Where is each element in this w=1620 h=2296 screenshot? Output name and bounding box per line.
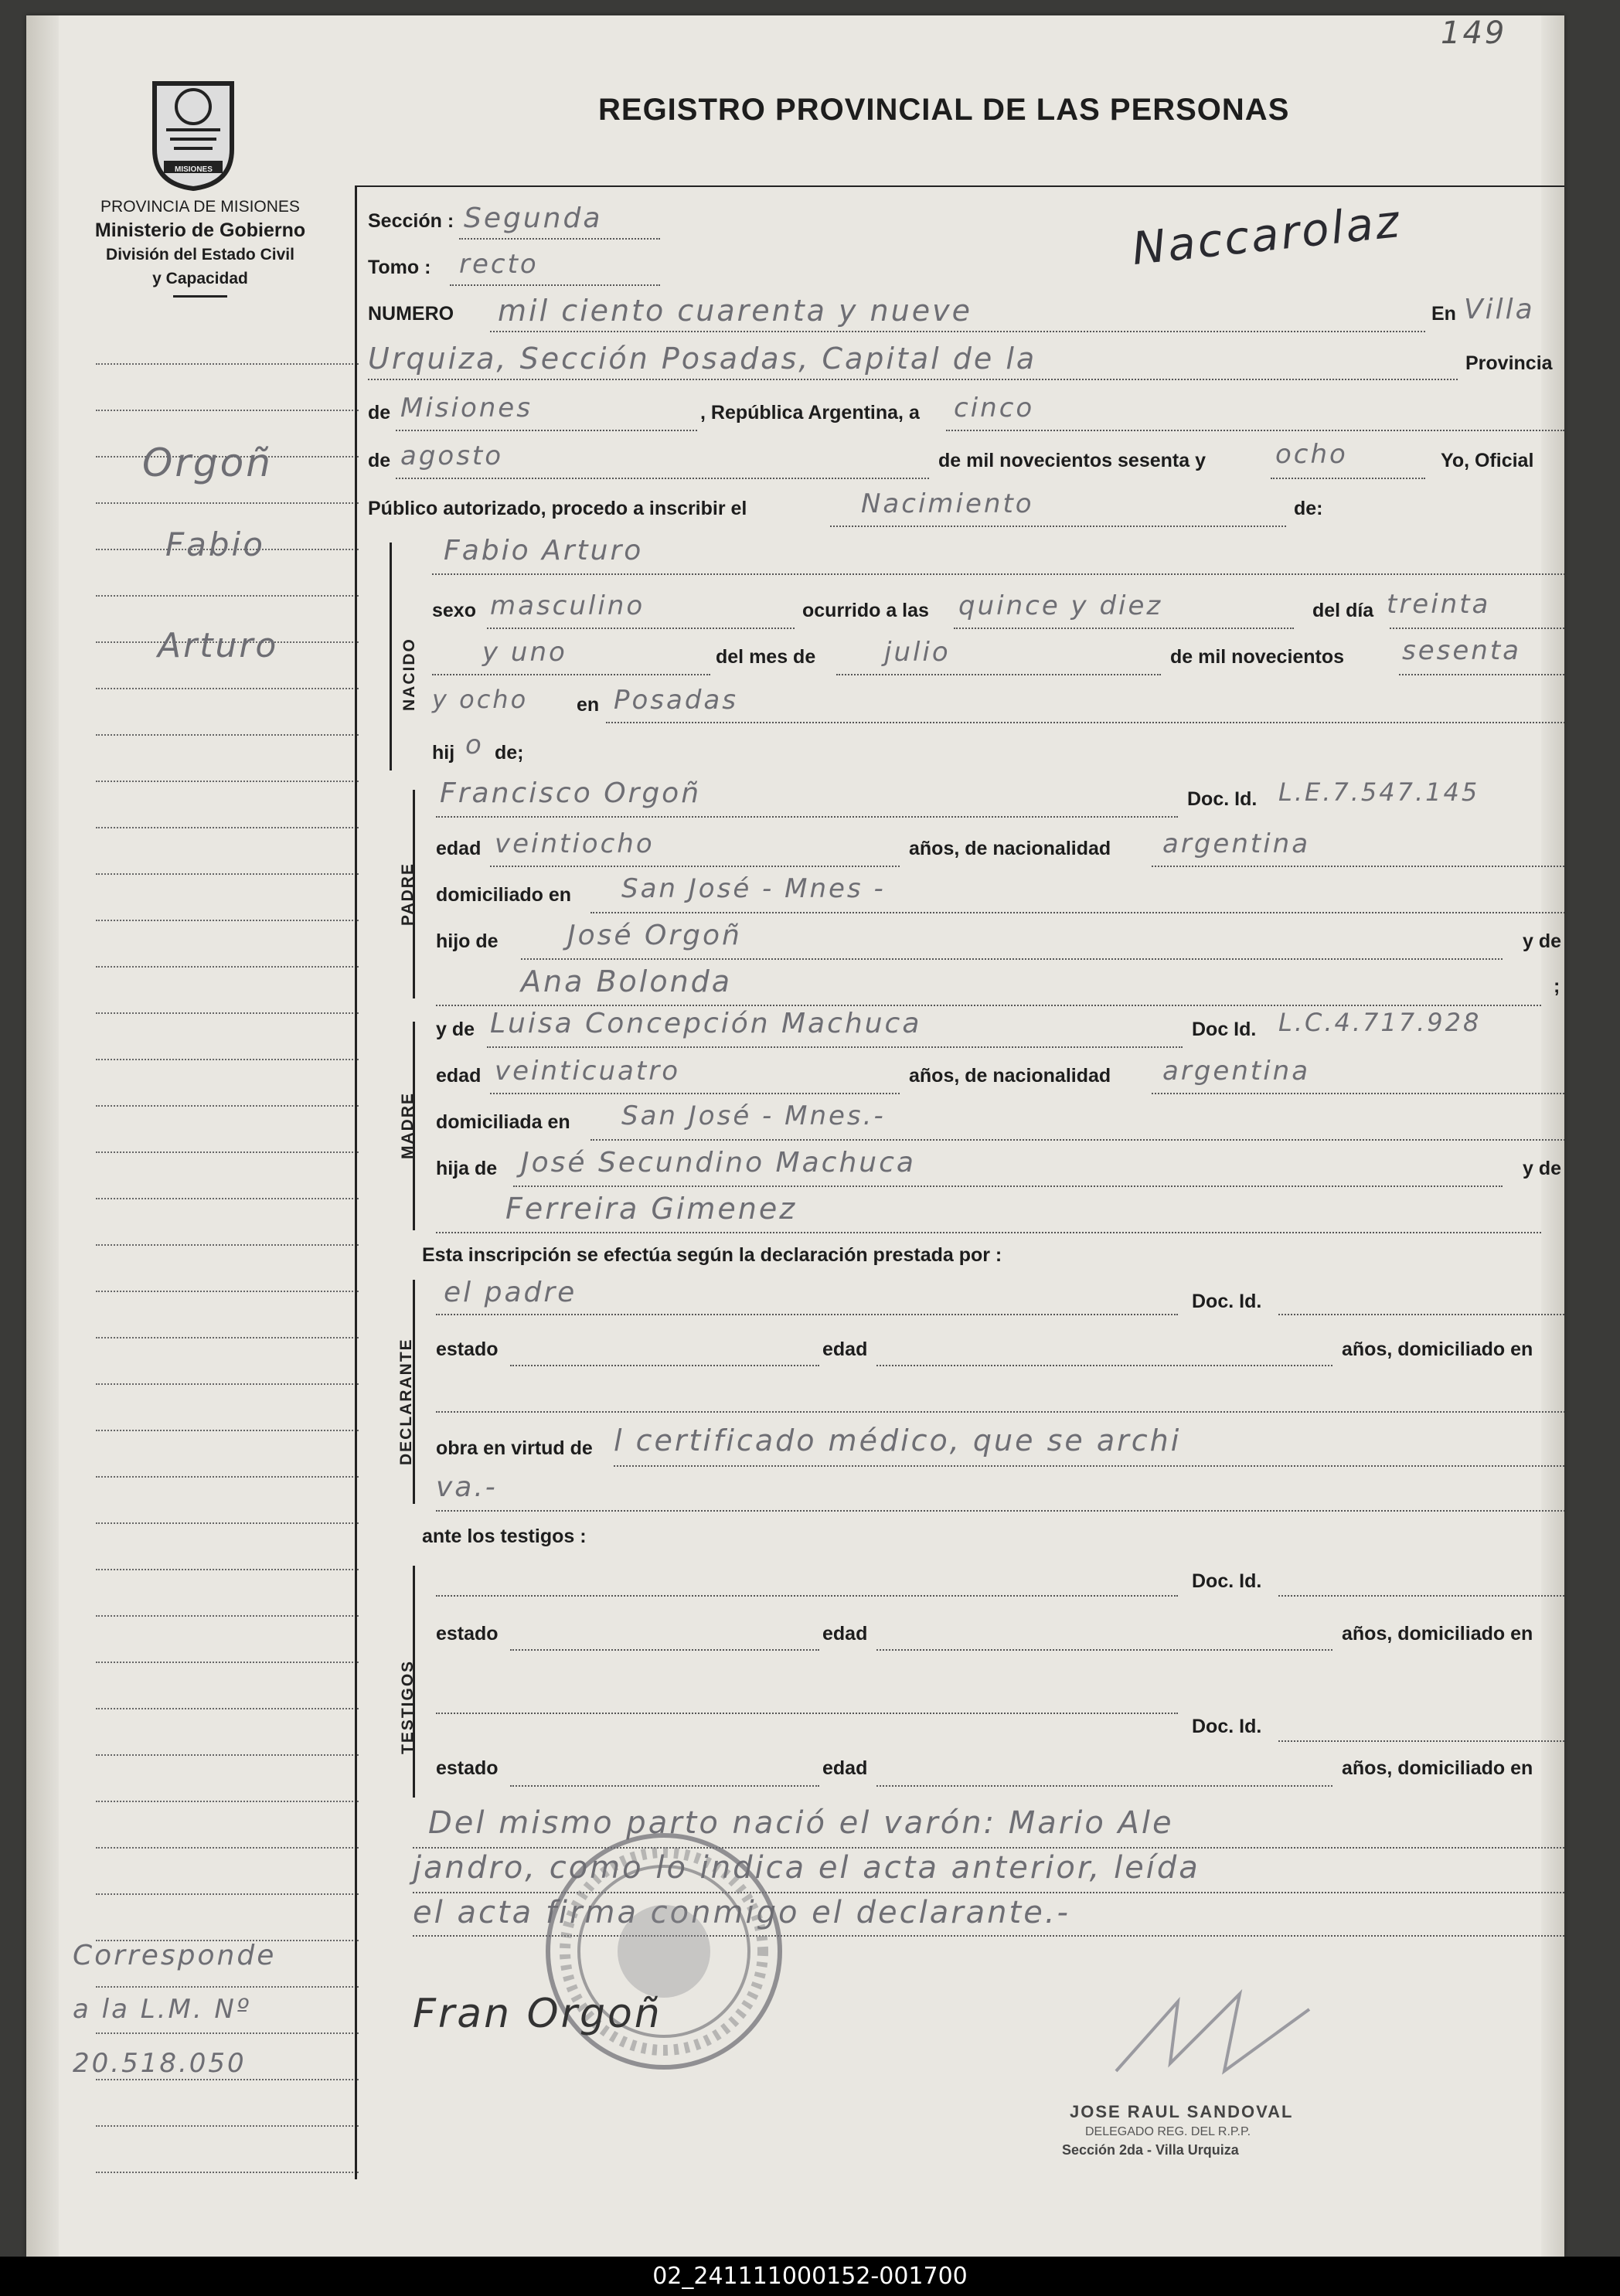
- value-provincia: Misiones: [400, 393, 533, 423]
- label-declarante-doc: Doc. Id.: [1192, 1291, 1262, 1312]
- value-declarante: el padre: [444, 1277, 577, 1308]
- label-de-mil-novecientos: de mil novecientos: [1170, 646, 1345, 668]
- rule-numero: [490, 331, 1425, 332]
- margin-name-1: Fabio: [165, 526, 265, 563]
- rule-hora: [954, 628, 1294, 629]
- margin-rule: [96, 1244, 359, 1246]
- rule-testigo-1-doc: [1278, 1595, 1564, 1597]
- label-de-semicolon: de;: [495, 742, 524, 764]
- rule-madre-edad: [490, 1093, 900, 1094]
- label-yo-oficial: Yo, Oficial: [1441, 450, 1534, 471]
- margin-rule: [96, 1615, 359, 1617]
- label-ocurrido: ocurrido a las: [802, 600, 929, 621]
- margin-rule: [96, 1012, 359, 1014]
- main-border: [355, 185, 357, 2179]
- seal-label: MISIONES: [175, 165, 213, 174]
- margin-rule: [96, 2172, 359, 2173]
- margin-rule: [96, 410, 359, 411]
- label-inscripcion: Esta inscripción se efectúa según la declaración prestada por :: [422, 1244, 1002, 1266]
- rule-provincia: [396, 430, 697, 431]
- label-ante-testigos: ante los testigos :: [422, 1526, 587, 1547]
- page-edge: [1541, 15, 1564, 2257]
- rule-dia-nac: [1390, 628, 1564, 629]
- label-obra-en-virtud: obra en virtud de: [436, 1437, 593, 1459]
- margin-rule: [96, 1708, 359, 1709]
- margin-rule: [96, 688, 359, 689]
- label-madre-doc: Doc Id.: [1192, 1019, 1257, 1040]
- value-anio-nac-2: y ocho: [432, 685, 529, 714]
- rule-obra: [614, 1465, 1564, 1467]
- label-declarante-estado: estado: [436, 1338, 499, 1360]
- rule-declarante-doc: [1278, 1314, 1564, 1315]
- value-madre-domicilio: San José - Mnes.-: [621, 1100, 886, 1131]
- margin-rule: [96, 1383, 359, 1385]
- rule-testigo-1-estado: [510, 1649, 819, 1651]
- section-testigos: TESTIGOS: [399, 1659, 417, 1754]
- value-padre-hijo-de-2: Ana Bolonda: [521, 964, 733, 998]
- rule-place: [368, 379, 1458, 380]
- rule-dia-nac-2: [432, 674, 710, 675]
- label-de-provincia: de: [368, 402, 391, 423]
- document-page: [26, 15, 1564, 2257]
- margin-correspondence-3: 20.518.050: [73, 2048, 247, 2079]
- rule-anio-nac: [1399, 674, 1564, 675]
- value-mes: agosto: [400, 440, 504, 471]
- rule-obra-2: [436, 1510, 1564, 1512]
- margin-rule: [96, 827, 359, 828]
- label-padre-hijo-de: hijo de: [436, 930, 499, 952]
- margin-name-2: Arturo: [158, 626, 279, 665]
- rule-mes: [396, 478, 929, 479]
- bracket-nacido: [390, 543, 392, 770]
- rule-padre-domicilio: [590, 912, 1564, 913]
- margin-rule: [96, 1569, 359, 1570]
- label-del-dia: del día: [1312, 600, 1374, 621]
- rule-mes-nac: [836, 674, 1161, 675]
- rule-madre-hija-de: [513, 1185, 1503, 1187]
- label-publico-autorizado: Público autorizado, procedo a inscribir el: [368, 498, 747, 519]
- margin-rule: [96, 734, 359, 736]
- label-de-colon: de:: [1294, 498, 1323, 519]
- margin-rule: [96, 363, 359, 365]
- section-nacido: NACIDO: [400, 638, 418, 711]
- section-padre: PADRE: [399, 862, 417, 926]
- page-number: 149: [1441, 15, 1507, 51]
- rule-madre-nacionalidad: [1152, 1093, 1564, 1094]
- value-dia: cinco: [954, 393, 1035, 423]
- rule-sexo: [487, 628, 795, 629]
- margin-rule: [96, 781, 359, 782]
- declarant-signature: Fran Orgoñ: [413, 1991, 662, 2037]
- label-testigo-2-doc: Doc. Id.: [1192, 1716, 1262, 1737]
- value-padre-domicilio: San José - Mnes -: [621, 873, 886, 904]
- label-madre-nacionalidad: años, de nacionalidad: [909, 1065, 1111, 1087]
- margin-rule: [96, 1847, 359, 1849]
- rule-testigo-2: [436, 1713, 1178, 1714]
- margin-rule: [96, 1151, 359, 1153]
- margin-correspondence-1: Corresponde: [73, 1940, 277, 1971]
- label-testigo-1-edad: edad: [822, 1623, 868, 1645]
- value-dia-nac-2: y uno: [482, 637, 567, 668]
- value-madre-nacionalidad: argentina: [1162, 1056, 1311, 1087]
- value-madre-edad: veinticuatro: [495, 1056, 680, 1087]
- label-sexo: sexo: [432, 600, 476, 621]
- section-madre: MADRE: [399, 1092, 417, 1159]
- margin-rule: [96, 2079, 359, 2080]
- margin-rule: [96, 1291, 359, 1292]
- margin-rule: [96, 1430, 359, 1431]
- label-padre-y-de: y de: [1523, 930, 1562, 952]
- issuer-underline: [173, 295, 227, 298]
- margin-surname: Orgoñ: [142, 440, 273, 485]
- margin-rule: [96, 2125, 359, 2127]
- label-madre-y-de: y de: [436, 1019, 475, 1040]
- value-acto: Nacimiento: [861, 488, 1034, 519]
- label-padre-edad: edad: [436, 838, 482, 859]
- rule-padre-hijo-de: [521, 958, 1503, 960]
- value-madre-hija-de-1: José Secundino Machuca: [521, 1147, 916, 1179]
- value-obra-2: va.-: [436, 1471, 498, 1503]
- rule-nombre: [432, 573, 1564, 575]
- value-madre-hija-de-2: Ferreira Gimenez: [505, 1192, 798, 1226]
- issuer-line-1: PROVINCIA DE MISIONES: [100, 198, 300, 216]
- label-tomo: Tomo :: [368, 257, 431, 278]
- document-title: REGISTRO PROVINCIAL DE LAS PERSONAS: [598, 93, 1290, 127]
- label-padre-nacionalidad: años, de nacionalidad: [909, 838, 1111, 859]
- rule-testigo-2-estado: [510, 1785, 819, 1787]
- label-en: En: [1431, 303, 1456, 325]
- margin-rule: [96, 1059, 359, 1060]
- label-testigo-2-edad: edad: [822, 1757, 868, 1779]
- label-madre-y-de-2: y de: [1523, 1158, 1562, 1179]
- value-seccion: Segunda: [464, 202, 603, 234]
- rule-padre-hijo-de-2: [436, 1005, 1541, 1006]
- rule-tomo: [450, 284, 660, 286]
- label-numero: NUMERO: [368, 303, 454, 325]
- value-padre-edad: veintiocho: [495, 828, 655, 859]
- margin-rule: [96, 1198, 359, 1199]
- label-testigo-1-estado: estado: [436, 1623, 499, 1645]
- margin-rule: [96, 1522, 359, 1524]
- province-seal: [147, 76, 240, 196]
- margin-rule: [96, 1986, 359, 1988]
- value-hora: quince y diez: [958, 590, 1163, 621]
- rule-seccion: [459, 238, 660, 240]
- margin-rule: [96, 1476, 359, 1478]
- label-en-lugar: en: [577, 694, 600, 716]
- label-madre-edad: edad: [436, 1065, 482, 1087]
- value-en: Villa: [1464, 294, 1535, 325]
- margin-rule: [96, 595, 359, 597]
- binding-edge: [26, 15, 59, 2257]
- issuer-line-3: División del Estado Civil: [106, 246, 294, 264]
- margin-rule: [96, 1105, 359, 1107]
- value-padre-nacionalidad: argentina: [1162, 828, 1311, 859]
- official-signature: Naccarolaz: [1129, 194, 1404, 276]
- value-numero: mil ciento cuarenta y nueve: [498, 294, 972, 328]
- rule-declarante-estado: [510, 1365, 819, 1366]
- rule-declarante: [436, 1314, 1178, 1315]
- official-name: JOSE RAUL SANDOVAL: [1070, 2102, 1294, 2121]
- label-declarante-domiciliado: años, domiciliado en: [1342, 1338, 1533, 1360]
- image-caption: 02_241111000152-001700: [0, 2257, 1620, 2296]
- official-section: Sección 2da - Villa Urquiza: [1062, 2142, 1239, 2158]
- label-republica: , República Argentina, a: [700, 402, 920, 423]
- section-declarante: DECLARANTE: [397, 1338, 415, 1465]
- label-provincia: Provincia: [1465, 352, 1553, 374]
- value-padre-nombre: Francisco Orgoñ: [440, 777, 702, 809]
- rule-acto: [830, 526, 1286, 527]
- value-nota-1: Del mismo parto nació el varón: Mario Ale: [428, 1805, 1174, 1841]
- label-testigo-1-doc: Doc. Id.: [1192, 1570, 1262, 1592]
- label-declarante-edad: edad: [822, 1338, 868, 1360]
- margin-rule: [96, 502, 359, 504]
- margin-rule: [96, 1801, 359, 1802]
- rule-madre-domicilio: [590, 1139, 1564, 1141]
- rule-testigo-2-edad: [876, 1785, 1332, 1787]
- official-title: DELEGADO REG. DEL R.P.P.: [1085, 2125, 1251, 2138]
- value-place: Urquiza, Sección Posadas, Capital de la: [368, 342, 1037, 376]
- value-mes-nac: julio: [884, 637, 951, 668]
- label-testigo-1-domiciliado: años, domiciliado en: [1342, 1623, 1533, 1645]
- value-obra-1: l certificado médico, que se archi: [614, 1424, 1182, 1458]
- margin-rule: [96, 1754, 359, 1756]
- value-madre-nombre: Luisa Concepción Machuca: [490, 1008, 922, 1039]
- value-padre-hijo-de-1: José Orgoñ: [567, 920, 742, 951]
- rule-padre-nacionalidad: [1152, 866, 1564, 867]
- value-anio-nac-1: sesenta: [1402, 635, 1521, 666]
- value-lugar-nac: Posadas: [614, 685, 738, 716]
- value-madre-doc: L.C.4.717.928: [1278, 1008, 1482, 1037]
- margin-rule: [96, 1893, 359, 1895]
- value-nota-3: el acta firma conmigo el declarante.-: [413, 1895, 1070, 1930]
- rule-declarante-edad: [876, 1365, 1332, 1366]
- label-semicolon: ;: [1554, 975, 1560, 997]
- value-sexo: masculino: [490, 590, 645, 621]
- rule-madre-nombre: [487, 1046, 1183, 1048]
- rule-declarante-domicilio: [436, 1411, 1564, 1413]
- rule-lugar: [606, 722, 1564, 723]
- issuer-block: [57, 195, 343, 298]
- label-padre-doc: Doc. Id.: [1187, 788, 1258, 810]
- value-tomo: recto: [459, 249, 539, 280]
- margin-rule: [96, 873, 359, 875]
- label-de-mes: de: [368, 450, 391, 471]
- top-border: [355, 185, 1564, 187]
- official-stamp: [536, 1824, 791, 2083]
- label-mil-novecientos-sesenta-y: de mil novecientos sesenta y: [938, 450, 1206, 471]
- value-nombre: Fabio Arturo: [444, 535, 644, 566]
- value-hij-suffix: o: [465, 730, 484, 760]
- label-del-mes-de: del mes de: [716, 646, 816, 668]
- margin-correspondence-2: a la L.M. Nº: [73, 1994, 251, 2025]
- label-madre-hija-de: hija de: [436, 1158, 498, 1179]
- rule-padre-nombre: [436, 816, 1178, 818]
- margin-rule: [96, 1662, 359, 1663]
- value-dia-nac-1: treinta: [1387, 589, 1491, 620]
- label-madre-domicilio: domiciliada en: [436, 1111, 570, 1133]
- label-testigo-2-domiciliado: años, domiciliado en: [1342, 1757, 1533, 1779]
- registrar-signature: [1108, 1978, 1340, 2090]
- rule-madre-hija-de-2: [436, 1232, 1541, 1233]
- label-seccion: Sección :: [368, 210, 454, 232]
- label-testigo-2-estado: estado: [436, 1757, 499, 1779]
- label-padre-domicilio: domiciliado en: [436, 884, 572, 906]
- label-hij: hij: [432, 742, 455, 764]
- rule-padre-edad: [490, 866, 900, 867]
- value-padre-doc: L.E.7.547.145: [1278, 777, 1480, 807]
- issuer-line-4: y Capacidad: [152, 270, 248, 287]
- rule-testigo-1: [436, 1595, 1178, 1597]
- margin-rule: [96, 920, 359, 921]
- rule-anio: [1271, 478, 1425, 479]
- margin-rule: [96, 1337, 359, 1338]
- value-nota-2: jandro, como lo indica el acta anterior, leída: [413, 1850, 1200, 1886]
- rule-testigo-1-edad: [876, 1649, 1332, 1651]
- value-anio-fin: ocho: [1275, 439, 1348, 470]
- rule-dia: [946, 430, 1564, 431]
- rule-testigo-2-doc: [1278, 1740, 1564, 1742]
- margin-rule: [96, 966, 359, 968]
- issuer-line-2: Ministerio de Gobierno: [94, 219, 306, 241]
- margin-rule: [96, 2032, 359, 2034]
